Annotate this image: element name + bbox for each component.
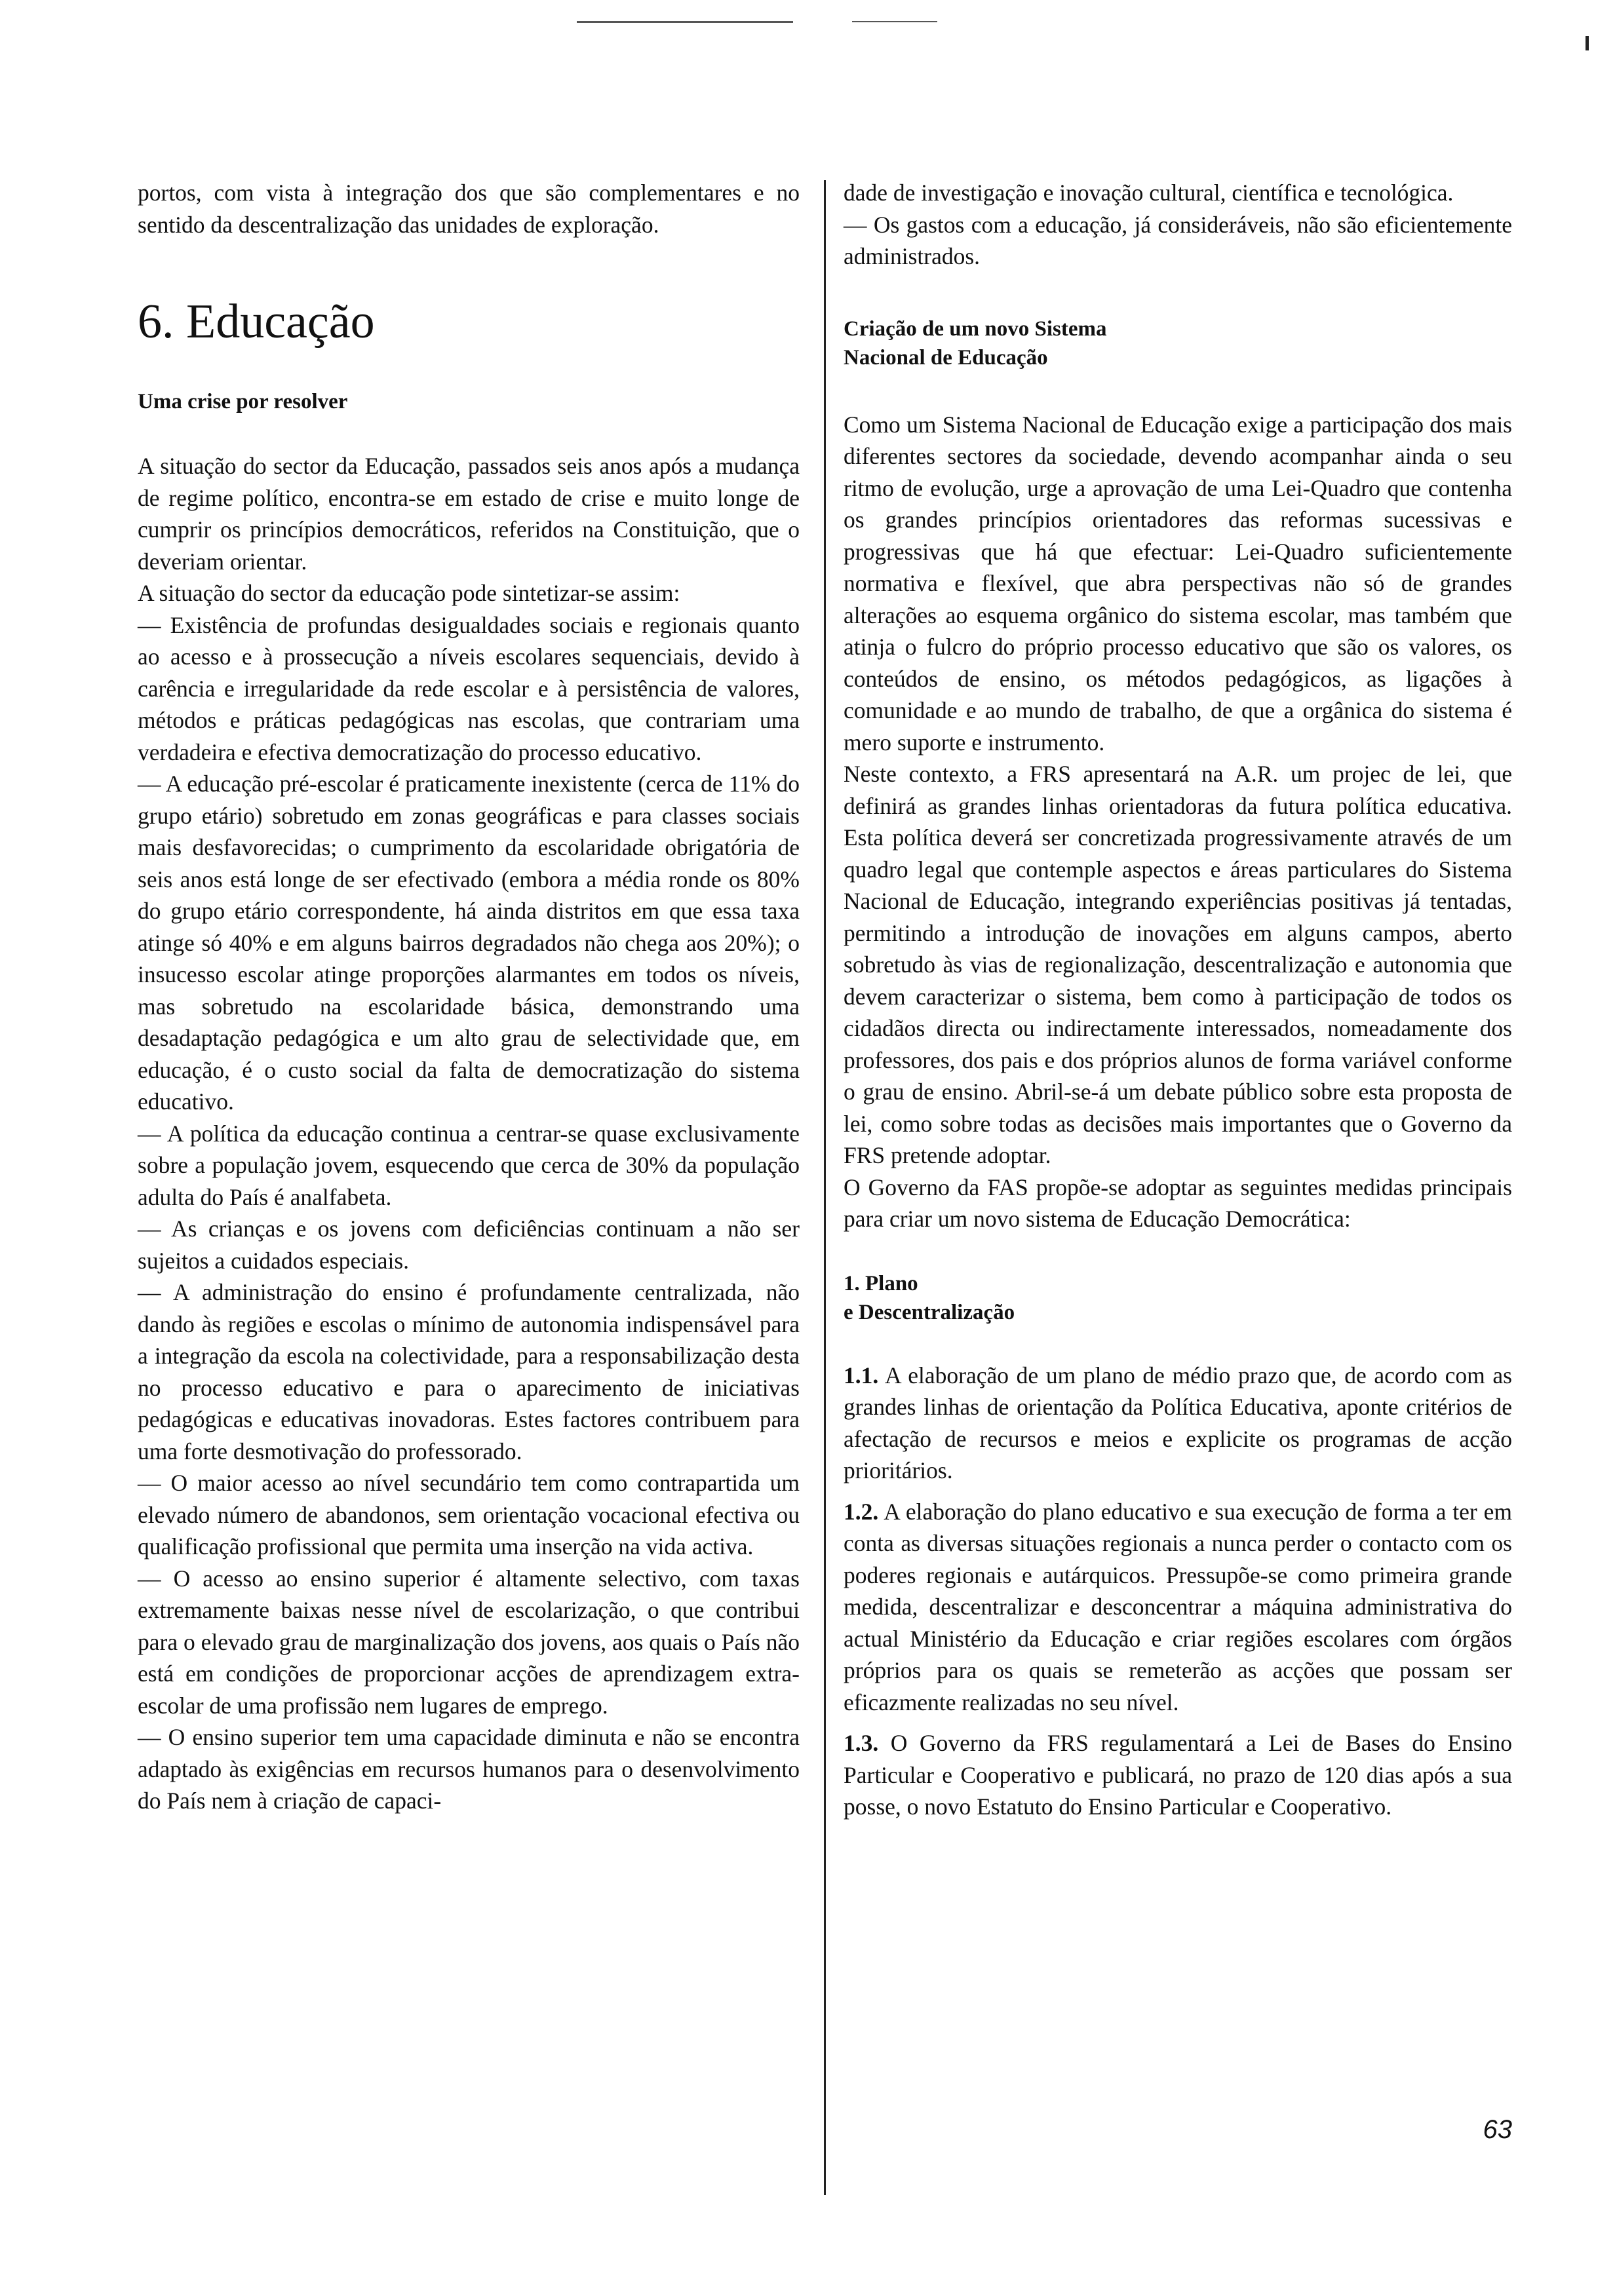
paragraph: Como um Sistema Nacional de Educação exige a participação dos mais diferentes sectores da sociedade, devendo acompanhar ainda o seu ritmo de evolução, urge a aprovação de uma Lei-Quadro que contenha os grandes princípios orientadores das reformas sucessivas e progressivas que há que efectuar: Lei-Quadro suficientemente normativa e flexível, que abra perspectivas não só de grandes alterações ao esquema orgânico do sistema escolar, mas também que atinja o fulcro do próprio processo educativo que são os valores, os conteúdos de ensino, os métodos pedagógicos, as ligações à comunidade e ao mundo de trabalho, de que a orgânica do sistema é mero suporte e instrumento.	[844, 411, 1512, 756]
bullet-paragraph: — O acesso ao ensino superior é altamente selectivo, com taxas extremamente baixas nesse nível de escolarização, o que contribui para o elevado grau de marginalização dos jovens, aos quais o País não está em condições de proporcionar acções de aprendizagem extra-escolar de uma profissão nem lugares de emprego.	[138, 1565, 800, 1719]
item-number: 1.1.	[844, 1362, 879, 1388]
right-subheading-line1: Criação de um novo Sistema	[844, 316, 1107, 341]
left-intro: portos, com vista à integração dos que são complementares e no sentido da descentralização das unidades de exploração.	[138, 180, 800, 238]
column-divider	[824, 180, 826, 2195]
numbered-item	[844, 1360, 1512, 1487]
plan-heading-line2: e Descentralização	[844, 1300, 1015, 1324]
numbered-item	[844, 1496, 1512, 1719]
page-number: 63	[1483, 2115, 1512, 2144]
bullet-paragraph: — Existência de profundas desigualdades sociais e regionais quanto ao acesso e à prossecução a níveis escolares sequenciais, devido à carência e irregularidade da rede escolar e à persistência de valores, métodos e práticas pedagógicas nas escolas, que contrariam uma verdadeira e efectiva democratização do processo educativo.	[138, 611, 800, 765]
bullet-paragraph: — A administração do ensino é profundamente centralizada, não dando às regiões e escolas o mínimo de autonomia indispensável para a integração da escola na colectividade, para a responsabilização desta no processo educativo e para o aparecimento de iniciativas pedagógicas e educativas inovadoras. Estes factores contribuem para uma forte desmotivação do professorado.	[138, 1279, 800, 1464]
left-column	[138, 177, 800, 1817]
paragraph: A situação do sector da Educação, passados seis anos após a mudança de regime político, encontra-se em estado de crise e muito longe de cumprir os princípios democráticos, referidos na Constituição, que o deveriam orientar.	[138, 453, 800, 575]
right-column	[844, 177, 1512, 1823]
paragraph: O Governo da FAS propõe-se adoptar as seguintes medidas principais para criar um novo sistema de Educação Democrática:	[844, 1174, 1512, 1232]
item-number: 1.3.	[844, 1730, 879, 1756]
item-text: A elaboração de um plano de médio prazo que, de acordo com as grandes linhas de orientação da Política Educativa, aponte critérios de afectação de recursos e meios e explicite os programas de acção prioritários.	[844, 1362, 1512, 1483]
bullet-paragraph: — A educação pré-escolar é praticamente inexistente (cerca de 11% do grupo etário) sobretudo em zonas geográficas e para classes sociais mais desfavorecidas; o cumprimento da escolaridade obrigatória de seis anos está longe de ser efectivado (embora a média ronde os 80% do grupo etário correspondente, há ainda distritos em que essa taxa atinge só 40% e em alguns bairros degradados não chega aos 20%); o insucesso escolar atinge proporções alarmantes em todos os níveis, mas sobretudo na escolaridade básica, demonstrando uma desadaptação pedagógica e um alto grau de selectividade que, em educação, é o custo social da falta de democratização do sistema educativo.	[138, 771, 800, 1115]
right-intro: dade de investigação e inovação cultural, científica e tecnológica.	[844, 180, 1454, 206]
bullet-paragraph: — As crianças e os jovens com deficiências continuam a não ser sujeitos a cuidados especiais.	[138, 1215, 800, 1274]
section-heading: 6. Educação	[138, 295, 375, 349]
bullet-paragraph: — A política da educação continua a centrar-se quase exclusivamente sobre a população jovem, esquecendo que cerca de 30% da população adulta do País é analfabeta.	[138, 1120, 800, 1210]
numbered-item	[844, 1727, 1512, 1823]
item-text: O Governo da FRS regulamentará a Lei de Bases do Ensino Particular e Cooperativo e publicará, no prazo de 120 dias após a sua posse, o novo Estatuto do Ensino Particular e Cooperativo.	[844, 1730, 1513, 1820]
top-rule	[577, 21, 793, 23]
paragraph: Neste contexto, a FRS apresentará na A.R. um projec de lei, que definirá as grandes linhas orientadoras da futura política educativa. Esta política deverá ser concretizada progressivamente através de um quadro legal que contemple aspectos e áreas particulares do Sistema Nacional de Educação, integrando experiências positivas já tentadas, permitindo a introdução de inovações em alguns campos, aberto sobretudo às vias de regionalização, descentralização e autonomia que devem caracterizar o sistema, bem como à participação de todos os cidadãos directa ou indirectamente interessados, nomeadamente dos professores, dos pais e dos próprios alunos de forma variável conforme o grau de ensino. Abril-se-á um debate público sobre esta proposta de lei, como sobre todas as decisões mais importantes que o Governo da FRS pretende adoptar.	[844, 761, 1512, 1168]
bullet-paragraph: — O ensino superior tem uma capacidade diminuta e não se encontra adaptado às exigências em recursos humanos para o desenvolvimento do País nem à criação de capaci-	[138, 1724, 800, 1814]
paragraph: A situação do sector da educação pode sintetizar-se assim:	[138, 580, 680, 606]
margin-mark	[1586, 36, 1589, 50]
bullet-paragraph: — O maior acesso ao nível secundário tem como contrapartida um elevado número de abandonos, sem orientação vocacional efectiva ou qualificação profissional que permita uma inserção na vida activa.	[138, 1470, 800, 1559]
section-subheading: Uma crise por resolver	[138, 390, 348, 413]
right-subheading-line2: Nacional de Educação	[844, 345, 1048, 370]
right-intro-bullet: — Os gastos com a educação, já consideráveis, não são eficientemente administrados.	[844, 211, 1512, 269]
item-text: A elaboração do plano educativo e sua execução de forma a ter em conta as diversas situações regionais a nunca perder o contacto com os poderes regionais e autárquicos. Pressupõe-se como primeira grande medida, descentralizar e desconcentrar a máquina administrativa do actual Ministério da Educação e criar regiões escolares com órgãos próprios para os quais se remeterão as acções que possam ser eficazmente realizadas no seu nível.	[844, 1498, 1512, 1715]
top-rule-short	[852, 21, 937, 22]
plan-heading-line1: 1. Plano	[844, 1271, 918, 1295]
plan-heading	[844, 1269, 1512, 1327]
item-number: 1.2.	[844, 1498, 879, 1525]
right-subheading	[844, 315, 1512, 372]
